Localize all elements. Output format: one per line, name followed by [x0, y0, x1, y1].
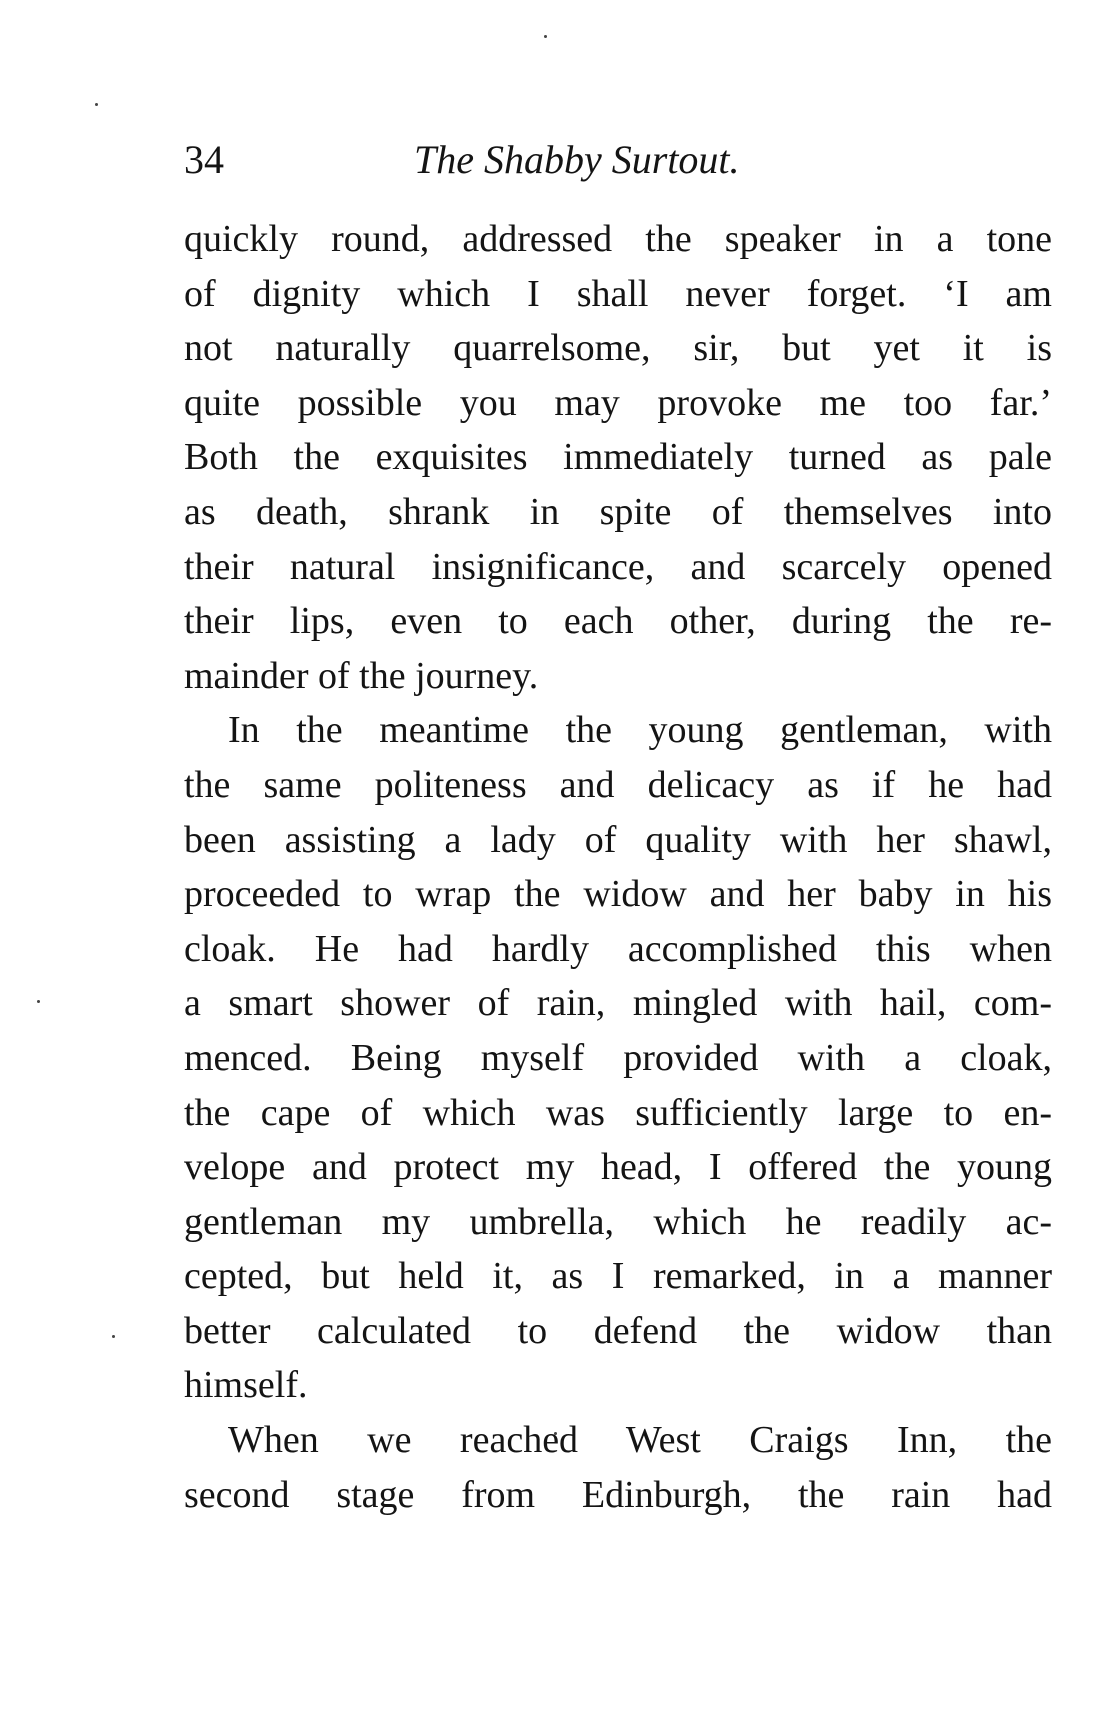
text-line: quite possible you may provoke me too far.’	[184, 381, 1052, 424]
text-line: a smart shower of rain, mingled with hail, com-	[184, 982, 1052, 1025]
text-line: gentleman my umbrella, which he readily ac-	[184, 1200, 1052, 1243]
text-line: cloak. He had hardly accomplished this when	[184, 927, 1052, 970]
text-line: second stage from Edinburgh, the rain had	[184, 1473, 1052, 1516]
paragraph-2	[184, 703, 1052, 1413]
text-line: mainder of the journey.	[184, 654, 539, 697]
text-line: menced. Being myself provided with a cloak,	[184, 1036, 1052, 1079]
text-line: been assisting a lady of quality with her shawl,	[184, 818, 1052, 861]
print-speck	[95, 103, 98, 106]
text-line: their lips, even to each other, during the re-	[184, 600, 1052, 643]
text-line: their natural insignificance, and scarcely opened	[184, 545, 1052, 588]
body-text	[184, 212, 1052, 1522]
text-line: quickly round, addressed the speaker in a tone	[184, 218, 1052, 260]
page-number: 34	[184, 137, 224, 182]
print-speck	[37, 1000, 40, 1003]
text-line: In the meantime the young gentleman, with	[228, 709, 1052, 752]
paragraph-3	[184, 1413, 1052, 1522]
text-line: better calculated to defend the widow than	[184, 1309, 1052, 1352]
text-line: When we reached West Craigs Inn, the	[228, 1419, 1052, 1462]
page-header	[184, 135, 1052, 185]
running-title: The Shabby Surtout.	[414, 137, 740, 182]
text-line: velope and protect my head, I offered the young	[184, 1146, 1052, 1189]
text-line: as death, shrank in spite of themselves into	[184, 490, 1052, 533]
text-line: proceeded to wrap the widow and her baby in his	[184, 873, 1052, 916]
text-line: the same politeness and delicacy as if he had	[184, 763, 1052, 806]
text-line: the cape of which was sufficiently large to en-	[184, 1091, 1052, 1134]
text-line: of dignity which I shall never forget. ‘I am	[184, 272, 1052, 315]
text-line: Both the exquisites immediately turned as pale	[184, 436, 1052, 479]
paragraph-1	[184, 212, 1052, 703]
print-speck	[112, 1335, 115, 1338]
text-line: cepted, but held it, as I remarked, in a manner	[184, 1255, 1052, 1298]
text-line: not naturally quarrelsome, sir, but yet it is	[184, 327, 1052, 370]
print-speck	[544, 35, 547, 38]
text-line: himself.	[184, 1364, 308, 1407]
